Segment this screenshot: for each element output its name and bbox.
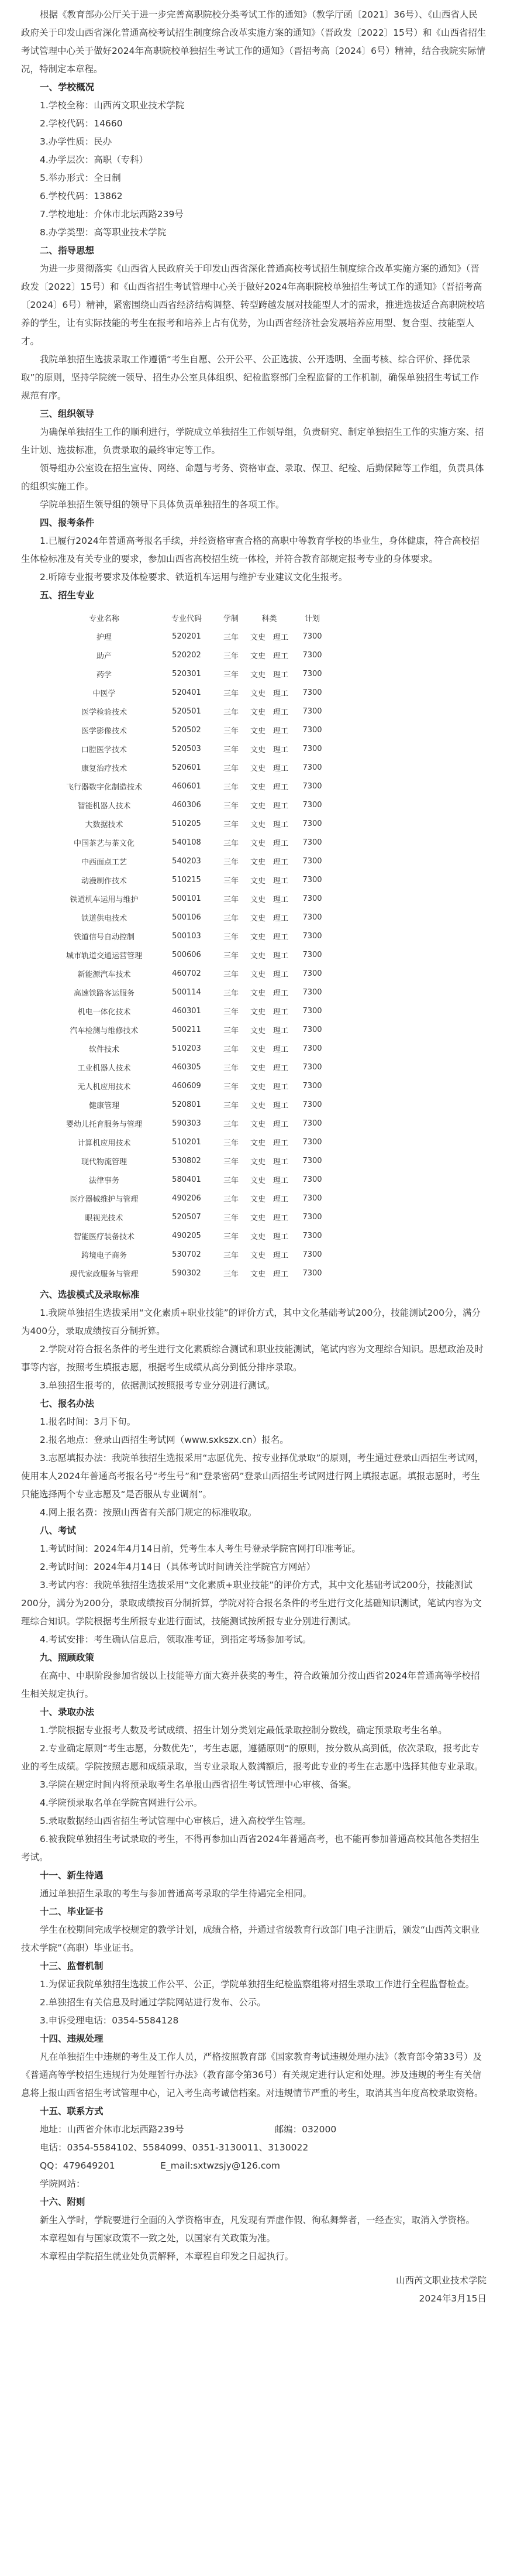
- plan-cell: 7300: [302, 1006, 322, 1016]
- section-8-paragraph-4: 4.考试安排：考生确认信息后，领取准考证，到指定考场参加考试。: [40, 1634, 312, 1645]
- section-11-paragraph-1: 通过单独招生录取的考生与参加普通高考录取的学生待遇完全相同。: [40, 1888, 312, 1899]
- category-cell: 文史 理工: [250, 1045, 289, 1054]
- table-row: [49, 1039, 334, 1058]
- category-cell: 文史 理工: [250, 689, 289, 698]
- section-14-paragraph-1: 凡在单独招生中违规的考生及工作人员，严格按照教育部《国家教育考试违规处理办法》（教育部令第33号）及《普通高等学校招生违规行为处理暂行办法》（教育部令第36号）有关规定进行认定和处理。涉及违规的考生有关信息将上报山西省招生考试管理中心，记入考生高考诚信档案。对违规情节严重的考生，取消其当年度高校录取资格。: [21, 2052, 484, 2098]
- major-code-cell: 500211: [172, 1025, 201, 1034]
- section-9-title: 九、照顾政策: [40, 1652, 95, 1663]
- plan-cell: 7300: [302, 725, 322, 735]
- plan-cell: 7300: [302, 950, 322, 959]
- major-name-cell: 药学: [96, 670, 112, 680]
- table-row: [49, 1076, 334, 1095]
- signature-block: [21, 2272, 487, 2308]
- major-code-cell: 520201: [172, 632, 201, 641]
- category-cell: 文史 理工: [250, 932, 289, 942]
- plan-cell: 7300: [302, 706, 322, 716]
- plan-cell: 7300: [302, 1175, 322, 1184]
- category-cell: 文史 理工: [250, 1064, 289, 1073]
- table-row: [49, 683, 334, 702]
- major-code-cell: 460609: [172, 1081, 201, 1090]
- intro-paragraph: 根据《教育部办公厅关于进一步完善高职院校分类考试工作的通知》（教学厅函〔2021〕36号）、《山西省人民政府关于印发山西省深化普通高校考试招生制度综合改革实施方案的通知》（晋政发〔2022〕15号）和《山西省招生考试管理中心关于做好2024年高职院校单独招生考试工作的通知》（晋招考高〔2024〕6号）精神，结合我院实际情况，特制定本章程。: [21, 9, 487, 74]
- school-info-code: 2.学校代码：14660: [40, 118, 123, 129]
- plan-cell: 7300: [302, 1100, 322, 1109]
- duration-cell: 三年: [223, 708, 239, 717]
- duration-cell: 三年: [223, 726, 239, 736]
- plan-cell: 7300: [302, 969, 322, 978]
- major-code-cell: 520601: [172, 763, 201, 772]
- plan-cell: 7300: [302, 800, 322, 809]
- section-10-paragraph-1: 1.学院根据专业报考人数及考试成绩、招生计划分类划定最低录取控制分数线，确定预录取考生名单。: [40, 1725, 447, 1735]
- duration-cell: 三年: [223, 633, 239, 642]
- plan-cell: 7300: [302, 931, 322, 941]
- section-10-paragraph-6: 6.被我院单独招生考试录取的考生，不得再参加山西省2024年普通高考，也不能再参加普通高校其他各类招生考试。: [21, 1834, 480, 1862]
- major-name-cell: 动漫制作技术: [81, 876, 127, 886]
- section-16-paragraph-3: 本章程由学院招生就业处负责解释，本章程自印发之日起执行。: [40, 2251, 294, 2262]
- plan-cell: 7300: [302, 1062, 322, 1072]
- major-code-cell: 530702: [172, 1250, 201, 1259]
- plan-cell: 7300: [302, 875, 322, 884]
- school-info-type: 8.办学类型：高等职业技术学院: [40, 227, 167, 238]
- duration-cell: 三年: [223, 745, 239, 754]
- major-name-cell: 医疗器械维护与管理: [70, 1195, 139, 1204]
- major-code-cell: 460702: [172, 969, 201, 978]
- section-10-title: 十、录取办法: [40, 1707, 95, 1717]
- table-row: [49, 1114, 334, 1133]
- duration-cell: 三年: [223, 1082, 239, 1092]
- plan-cell: 7300: [302, 1137, 322, 1147]
- duration-cell: 三年: [223, 895, 239, 904]
- section-16-title: 十六、附则: [40, 2197, 85, 2207]
- duration-cell: 三年: [223, 1270, 239, 1279]
- section-6-paragraph-1: 1.我院单独招生选拔采用“文化素质+职业技能”的评价方式，其中文化基础考试200分，技能测试200分，满分为400分，录取成绩按百分制折算。: [21, 1308, 481, 1336]
- school-info-name: 1.学校全称：山西芮文职业技术学院: [40, 100, 185, 111]
- plan-cell: 7300: [302, 987, 322, 997]
- major-name-cell: 汽车检测与维修技术: [70, 1026, 139, 1035]
- table-row: [49, 1189, 334, 1208]
- duration-cell: 三年: [223, 839, 239, 848]
- duration-cell: 三年: [223, 857, 239, 867]
- major-code-cell: 540108: [172, 838, 201, 847]
- table-row: [49, 1133, 334, 1151]
- major-name-cell: 无人机应用技术: [77, 1082, 131, 1092]
- major-name-cell: 现代家政服务与管理: [70, 1270, 139, 1279]
- plan-cell: 7300: [302, 819, 322, 828]
- duration-cell: 三年: [223, 651, 239, 661]
- major-name-cell: 飞行器数字化制造技术: [65, 783, 142, 792]
- major-name-cell: 跨境电子商务: [81, 1251, 127, 1260]
- category-cell: 文史 理工: [250, 801, 289, 811]
- table-row: [49, 702, 334, 721]
- plan-cell: 7300: [302, 1044, 322, 1053]
- major-code-cell: 500103: [172, 931, 201, 941]
- major-name-cell: 机电一体化技术: [77, 1007, 131, 1017]
- section-7-paragraph-4: 4.网上报名费：按照山西省有关部门规定的标准收取。: [40, 1507, 257, 1518]
- table-row: [49, 1264, 334, 1282]
- charter-document: [21, 6, 487, 2308]
- header-major-code: 专业代码: [171, 614, 202, 623]
- category-cell: 文史 理工: [250, 914, 289, 923]
- section-13-paragraph-3: 3.申诉受理电话：0354-5584128: [40, 2015, 179, 2026]
- major-name-cell: 铁道供电技术: [81, 914, 127, 923]
- major-code-cell: 530802: [172, 1156, 201, 1165]
- section-3-paragraph-2: 领导组办公室设在招生宣传、网络、命题与考务、资格审查、录取、保卫、纪检、后勤保障等工作组，负责具体的组织实施工作。: [21, 463, 484, 492]
- duration-cell: 三年: [223, 670, 239, 680]
- section-10-paragraph-4: 4.学院预录取名单在学院官网进行公示。: [40, 1798, 203, 1808]
- category-cell: 文史 理工: [250, 726, 289, 736]
- duration-cell: 三年: [223, 932, 239, 942]
- duration-cell: 三年: [223, 876, 239, 886]
- category-cell: 文史 理工: [250, 839, 289, 848]
- duration-cell: 三年: [223, 1064, 239, 1073]
- category-cell: 文史 理工: [250, 1007, 289, 1017]
- table-row: [49, 1151, 334, 1170]
- plan-cell: 7300: [302, 1231, 322, 1240]
- category-cell: 文史 理工: [250, 783, 289, 792]
- plan-cell: 7300: [302, 838, 322, 847]
- plan-cell: 7300: [302, 1119, 322, 1128]
- category-cell: 文史 理工: [250, 1270, 289, 1279]
- duration-cell: 三年: [223, 1251, 239, 1260]
- major-code-cell: 520502: [172, 725, 201, 735]
- plan-cell: 7300: [302, 1081, 322, 1090]
- category-cell: 文史 理工: [250, 1213, 289, 1223]
- table-row: [49, 1170, 334, 1189]
- section-6-title: 六、选拔模式及录取标准: [40, 1289, 140, 1300]
- section-10-paragraph-3: 3.学院在规定时间内将预录取考生名单报山西省招生考试管理中心审核、备案。: [40, 1779, 357, 1790]
- major-name-cell: 助产: [96, 651, 112, 661]
- category-cell: 文史 理工: [250, 1120, 289, 1129]
- section-9-paragraph-1: 在高中、中职阶段参加省级以上技能等方面大赛并获奖的考生，符合政策加分按山西省2024年普通高等学校招生相关规定执行。: [21, 1671, 480, 1699]
- major-name-cell: 软件技术: [88, 1045, 119, 1054]
- category-cell: 文史 理工: [250, 764, 289, 773]
- section-6-paragraph-3: 3.单独招生报考的，依据测试按照报考专业分别进行测试。: [40, 1380, 275, 1391]
- duration-cell: 三年: [223, 1045, 239, 1054]
- table-row: [49, 1095, 334, 1114]
- duration-cell: 三年: [223, 951, 239, 961]
- table-row: [49, 889, 334, 908]
- section-14-title: 十四、违规处理: [40, 2033, 104, 2044]
- major-name-cell: 新能源汽车技术: [77, 970, 131, 979]
- table-row: [49, 1020, 334, 1039]
- section-8-title: 八、考试: [40, 1525, 77, 1536]
- duration-cell: 三年: [223, 914, 239, 923]
- category-cell: 文史 理工: [250, 951, 289, 961]
- major-code-cell: 520501: [172, 706, 201, 716]
- duration-cell: 三年: [223, 801, 239, 811]
- major-code-cell: 490206: [172, 1193, 201, 1203]
- section-2-paragraph-2: 我院单独招生选拔录取工作遵循“考生自愿、公开公平、公正选拔、公开透明、全面考核、综合评价、择优录取”的原则，坚持学院统一领导、招生办公室具体组织、纪检监察部门全程监督的工作机制，确保单独招生考试工作规范有序。: [21, 354, 480, 401]
- section-13-title: 十三、监督机制: [40, 1961, 104, 1971]
- major-name-cell: 医学检验技术: [81, 708, 127, 717]
- duration-cell: 三年: [223, 970, 239, 979]
- section-13-paragraph-1: 1.为保证我院单独招生选拔工作公平、公正，学院单独招生纪检监察组将对招生录取工作进行全程监督检查。: [40, 1979, 475, 1990]
- table-row: [49, 758, 334, 777]
- plan-cell: 7300: [302, 781, 322, 791]
- category-cell: 文史 理工: [250, 895, 289, 904]
- category-cell: 文史 理工: [250, 1232, 289, 1241]
- category-cell: 文史 理工: [250, 857, 289, 867]
- major-code-cell: 510203: [172, 1044, 201, 1053]
- table-row: [49, 795, 334, 814]
- plan-cell: 7300: [302, 1212, 322, 1222]
- school-info-level: 4.办学层次：高职（专科）: [40, 155, 149, 165]
- major-name-cell: 现代物流管理: [81, 1157, 127, 1167]
- duration-cell: 三年: [223, 1213, 239, 1223]
- major-code-cell: 490205: [172, 1231, 201, 1240]
- school-info-address: 7.学校地址：介休市北坛西路239号: [40, 209, 184, 219]
- major-name-cell: 工业机器人技术: [77, 1064, 131, 1073]
- category-cell: 文史 理工: [250, 1157, 289, 1167]
- contact-address: 地址：山西省介休市北坛西路239号 邮编：032000: [40, 2124, 337, 2135]
- major-code-cell: 460601: [172, 781, 201, 791]
- contact-qq-email: QQ：479649201 E_mail:sxtwzsjy@126.com: [40, 2160, 280, 2171]
- section-7-title: 七、报名办法: [40, 1398, 95, 1409]
- table-row: [49, 983, 334, 1001]
- major-name-cell: 中医学: [92, 689, 116, 698]
- major-name-cell: 健康管理: [88, 1101, 119, 1110]
- plan-cell: 7300: [302, 856, 322, 866]
- signature-organization: 山西芮文职业技术学院: [395, 2275, 487, 2286]
- duration-cell: 三年: [223, 1176, 239, 1185]
- major-code-cell: 590302: [172, 1268, 201, 1278]
- major-name-cell: 眼视光技术: [85, 1213, 123, 1223]
- major-code-cell: 460306: [172, 800, 201, 809]
- school-info-code2: 6.学校代码：13862: [40, 191, 123, 201]
- duration-cell: 三年: [223, 1157, 239, 1167]
- duration-cell: 三年: [223, 764, 239, 773]
- major-code-cell: 510201: [172, 1137, 201, 1147]
- major-code-cell: 520503: [172, 744, 201, 753]
- major-code-cell: 510215: [172, 875, 201, 884]
- contact-website: 学院网站：: [40, 2179, 85, 2189]
- section-8-paragraph-1: 1.考试时间：2024年4月14日前，凭考生本人考生号登录学院官网打印准考证。: [40, 1543, 361, 1554]
- major-code-cell: 590303: [172, 1119, 201, 1128]
- section-7-paragraph-1: 1.报名时间：3月下旬。: [40, 1416, 136, 1427]
- duration-cell: 三年: [223, 1195, 239, 1204]
- table-row: [49, 646, 334, 664]
- duration-cell: 三年: [223, 1101, 239, 1110]
- section-10-paragraph-5: 5.录取数据经山西省招生考试管理中心审核后，进入高校学生管理。: [40, 1816, 312, 1826]
- section-7-paragraph-2: 2.报名地点：登录山西招生考试网（www.sxkszx.cn）报名。: [40, 1435, 289, 1445]
- plan-cell: 7300: [302, 650, 322, 660]
- category-cell: 文史 理工: [250, 1101, 289, 1110]
- table-row: [49, 739, 334, 758]
- table-row: [49, 1208, 334, 1226]
- duration-cell: 三年: [223, 1138, 239, 1148]
- category-cell: 文史 理工: [250, 876, 289, 886]
- major-name-cell: 铁道信号自动控制: [73, 932, 134, 942]
- major-name-cell: 医学影像技术: [81, 726, 127, 736]
- table-row: [49, 664, 334, 683]
- section-8-paragraph-2: 2.考试时间：2024年4月14日（具体考试时间请关注学院官方网站）: [40, 1562, 316, 1572]
- section-2-title: 二、指导思想: [40, 245, 95, 256]
- major-name-cell: 智能机器人技术: [77, 801, 131, 811]
- major-name-cell: 大数据技术: [85, 820, 123, 829]
- duration-cell: 三年: [223, 1120, 239, 1129]
- section-10-paragraph-2: 2.专业确定原则“考生志愿，分数优先”，考生志愿，遵循原则“的原则，按分数从高到低，依次录取，报考此专业的考生成绩。学院按照志愿和成绩录取，当专业录取人数满额后，报考此专业的考生在志愿中选择其他专业录取。: [21, 1743, 484, 1772]
- major-name-cell: 婴幼儿托育服务与管理: [65, 1120, 142, 1129]
- plan-cell: 7300: [302, 763, 322, 772]
- header-plan: 计划: [305, 614, 320, 623]
- major-code-cell: 520801: [172, 1100, 201, 1109]
- plan-cell: 7300: [302, 1156, 322, 1165]
- duration-cell: 三年: [223, 783, 239, 792]
- section-4-paragraph-2: 2.听障专业报考要求及体检要求、铁道机车运用与维护专业建议文化生报考。: [40, 572, 348, 582]
- category-cell: 文史 理工: [250, 708, 289, 717]
- school-info-nature: 3.办学性质：民办: [40, 136, 112, 147]
- table-row: [49, 814, 334, 833]
- major-name-cell: 康复治疗技术: [81, 764, 127, 773]
- table-row: [49, 1245, 334, 1264]
- section-1-title: 一、学校概况: [40, 82, 95, 92]
- major-code-cell: 520507: [172, 1212, 201, 1222]
- section-7-paragraph-3: 3.志愿填报办法：我院单独招生选报采用“志愿优先、按专业择优录取”的原则，考生通过登录山西招生考试网，使用本人2024年普通高考报名号“考生号”和“登录密码”登录山西招生考试网进行网上填报志愿。填报志愿时，考生只能选择两个专业志愿及“是否服从专业调剂”。: [21, 1453, 484, 1500]
- category-cell: 文史 理工: [250, 651, 289, 661]
- table-row: [49, 870, 334, 889]
- section-11-title: 十一、新生待遇: [40, 1870, 104, 1881]
- category-cell: 文史 理工: [250, 745, 289, 754]
- school-info-form: 5.举办形式：全日制: [40, 173, 121, 183]
- plan-cell: 7300: [302, 1193, 322, 1203]
- section-16-paragraph-1: 新生入学时，学院要进行全面的入学资格审查，凡发现有弄虚作假、徇私舞弊者，一经查实，取消入学资格。: [40, 2215, 475, 2225]
- major-code-cell: 500114: [172, 987, 201, 997]
- category-cell: 文史 理工: [250, 670, 289, 680]
- table-row: [49, 964, 334, 983]
- majors-table: [49, 608, 334, 1282]
- duration-cell: 三年: [223, 1026, 239, 1035]
- major-code-cell: 520202: [172, 650, 201, 660]
- major-code-cell: 540203: [172, 856, 201, 866]
- category-cell: 文史 理工: [250, 820, 289, 829]
- table-row: [49, 1226, 334, 1245]
- duration-cell: 三年: [223, 820, 239, 829]
- category-cell: 文史 理工: [250, 1026, 289, 1035]
- section-3-paragraph-1: 为确保单独招生工作的顺利进行，学院成立单独招生工作领导组，负责研究、制定单独招生工作的实施方案、招生计划、选拔标准，负责录取的最终审定等工作。: [21, 427, 484, 455]
- category-cell: 文史 理工: [250, 989, 289, 998]
- section-12-paragraph-1: 学生在校期间完成学校规定的教学计划，成绩合格，并通过省级教育行政部门电子注册后，颁发“山西芮文职业技术学院”（高职）毕业证书。: [21, 1925, 480, 1953]
- section-16-paragraph-2: 本章程如有与国家政策不一致之处，以国家有关政策为准。: [40, 2233, 276, 2244]
- section-15-title: 十五、联系方式: [40, 2106, 104, 2117]
- table-row: [49, 721, 334, 739]
- major-name-cell: 高速铁路客运服务: [73, 989, 134, 998]
- signature-date: 2024年3月15日: [419, 2293, 487, 2304]
- major-name-cell: 城市轨道交通运营管理: [65, 951, 142, 961]
- section-2-paragraph-1: 为进一步贯彻落实《山西省人民政府关于印发山西省深化普通高校考试招生制度综合改革实施方案的通知》（晋政发〔2022〕15号）和《山西省招生考试管理中心关于做好2024年高职院校单独招生考试工作的通知》（晋招考高〔2024〕6号）精神，紧密围绕山西省经济结构调整、转型跨越发展对技能型人才的需求，推进选拔适合高职院校培养的学生，让有实际技能的考生在报考和培养上占有优势，为山西省经济社会发展培养应用型、复合型、技能型人才。: [21, 263, 485, 347]
- major-code-cell: 510205: [172, 819, 201, 828]
- table-row: [49, 627, 334, 646]
- major-code-cell: 520401: [172, 688, 201, 697]
- major-name-cell: 中西面点工艺: [81, 857, 127, 867]
- plan-cell: 7300: [302, 632, 322, 641]
- header-duration: 学制: [223, 614, 239, 623]
- category-cell: 文史 理工: [250, 1195, 289, 1204]
- major-name-cell: 智能医疗装备技术: [73, 1232, 134, 1241]
- section-4-title: 四、报考条件: [40, 517, 95, 528]
- header-category: 科类: [261, 614, 277, 623]
- section-4-paragraph-1: 1.已履行2024年普通高考报名手续，并经资格审查合格的高职中等教育学校的毕业生，身体健康，符合高校招生体检标准及有关专业的要求，参加山西省高校招生统一体检，并符合教育部规定报考专业的身体要求。: [21, 536, 480, 564]
- duration-cell: 三年: [223, 989, 239, 998]
- major-code-cell: 500106: [172, 913, 201, 922]
- major-name-cell: 计算机应用技术: [77, 1138, 131, 1148]
- table-row: [49, 945, 334, 964]
- section-3-paragraph-3: 学院单独招生领导组的领导下具体负责单独招生的各项工作。: [40, 499, 285, 510]
- section-12-title: 十二、毕业证书: [40, 1906, 104, 1917]
- category-cell: 文史 理工: [250, 1176, 289, 1185]
- category-cell: 文史 理工: [250, 1138, 289, 1148]
- table-row: [49, 908, 334, 927]
- plan-cell: 7300: [302, 669, 322, 678]
- category-cell: 文史 理工: [250, 633, 289, 642]
- header-major-name: 专业名称: [88, 614, 119, 623]
- plan-cell: 7300: [302, 1250, 322, 1259]
- major-name-cell: 护理: [96, 633, 112, 642]
- major-name-cell: 法律事务: [88, 1176, 119, 1185]
- duration-cell: 三年: [223, 1232, 239, 1241]
- section-13-paragraph-2: 2.单独招生有关信息及时通过学院网站进行发布、公示。: [40, 1997, 266, 2008]
- table-row: [49, 833, 334, 852]
- section-6-paragraph-2: 2.学院对符合报名条件的考生进行文化素质综合测试和职业技能测试，笔试内容为文理综合知识。思想政治及时事等内容，按照考生填报志愿，根据考生成绩从高分到低分排序录取。: [21, 1344, 484, 1373]
- plan-cell: 7300: [302, 744, 322, 753]
- plan-cell: 7300: [302, 688, 322, 697]
- major-code-cell: 460301: [172, 1006, 201, 1016]
- major-name-cell: 口腔医学技术: [81, 745, 127, 754]
- section-5-title: 五、招生专业: [40, 590, 95, 601]
- table-row: [49, 1001, 334, 1020]
- table-row: [49, 777, 334, 795]
- plan-cell: 7300: [302, 1025, 322, 1034]
- category-cell: 文史 理工: [250, 1251, 289, 1260]
- section-8-paragraph-3: 3.考试内容：我院单独招生选拔采用“文化素质+职业技能”的评价方式，其中文化基础考试200分，技能测试200分，满分为200分，录取成绩按百分制折算，学院对符合报名条件的考生进行文化基础知识测试，笔试内容为文理综合知识。学院根据考生所报专业进行面试，技能测试按所报专业分别进行测试。: [21, 1580, 482, 1627]
- contact-phone: 电话：0354-5584102、5584099、0351-3130011、3130022: [40, 2142, 309, 2153]
- major-code-cell: 460305: [172, 1062, 201, 1072]
- duration-cell: 三年: [223, 689, 239, 698]
- section-3-title: 三、组织领导: [40, 409, 95, 419]
- majors-table-body: [49, 627, 334, 1282]
- table-row: [49, 852, 334, 870]
- major-name-cell: 中国茶艺与茶文化: [73, 839, 134, 848]
- duration-cell: 三年: [223, 1007, 239, 1017]
- major-name-cell: 铁道机车运用与维护: [70, 895, 139, 904]
- plan-cell: 7300: [302, 913, 322, 922]
- table-row: [49, 927, 334, 945]
- major-code-cell: 580401: [172, 1175, 201, 1184]
- plan-cell: 7300: [302, 1268, 322, 1278]
- category-cell: 文史 理工: [250, 1082, 289, 1092]
- major-code-cell: 500101: [172, 894, 201, 903]
- major-code-cell: 500606: [172, 950, 201, 959]
- major-code-cell: 520301: [172, 669, 201, 678]
- plan-cell: 7300: [302, 894, 322, 903]
- category-cell: 文史 理工: [250, 970, 289, 979]
- table-row: [49, 1058, 334, 1076]
- majors-table-header: [49, 608, 334, 627]
